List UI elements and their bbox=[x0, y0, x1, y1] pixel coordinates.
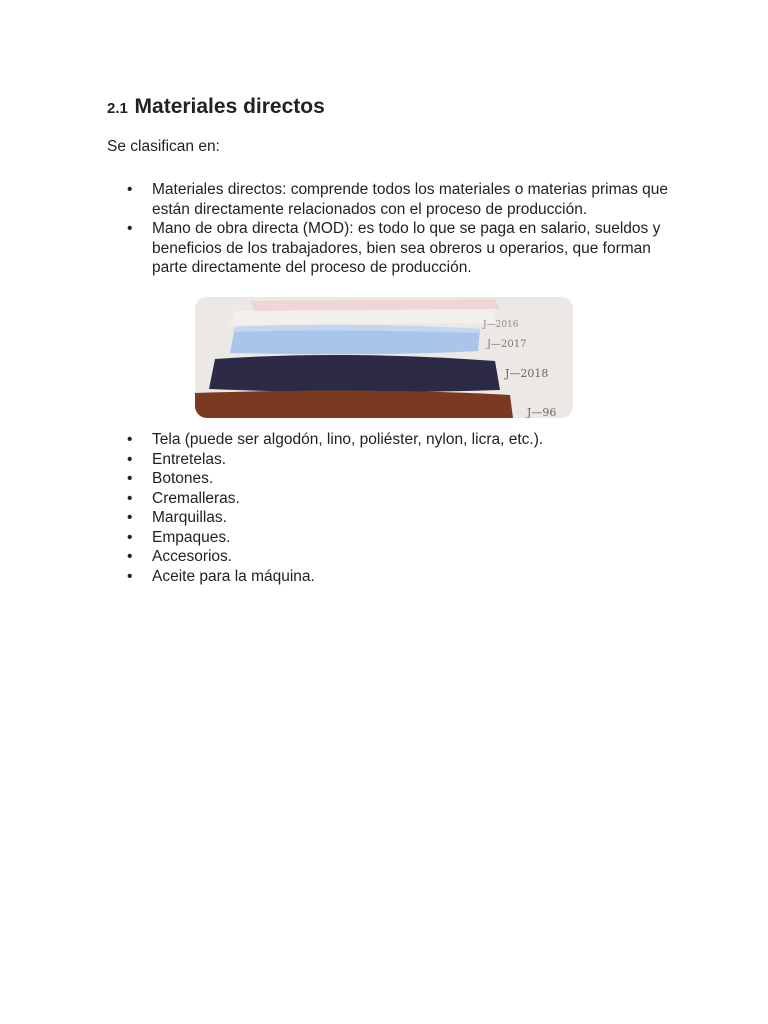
section-number: 2.1 bbox=[107, 100, 128, 117]
tag-label-96: J—96 bbox=[527, 406, 557, 418]
list-item-text: Tela (puede ser algodón, lino, poliéster, nylon, licra, etc.). bbox=[152, 431, 544, 448]
intro-text: Se clasifican en: bbox=[107, 138, 220, 155]
section-heading bbox=[107, 92, 325, 120]
brown-fabric-swatch bbox=[195, 391, 513, 418]
list-item bbox=[0, 567, 672, 587]
list-item-text: Mano de obra directa (MOD): es todo lo que se paga en salario, sueldos y beneficios de los trabajadores, bien sea obreros u operarios, que forman parte directamente del proceso de producción. bbox=[152, 220, 661, 276]
list-item bbox=[0, 180, 672, 219]
list-item bbox=[0, 469, 672, 489]
definitions-list bbox=[0, 180, 672, 278]
bullet-icon: • bbox=[127, 450, 133, 468]
materials-list bbox=[0, 430, 672, 586]
list-item bbox=[0, 219, 672, 278]
list-item bbox=[0, 547, 672, 567]
section-title: Materiales directos bbox=[134, 95, 325, 118]
bullet-icon: • bbox=[127, 220, 133, 237]
list-item bbox=[0, 430, 672, 450]
bullet-icon: • bbox=[127, 489, 133, 507]
bullet-icon: • bbox=[127, 509, 133, 526]
list-item-text: Botones. bbox=[152, 470, 214, 487]
list-item-text: Cremalleras. bbox=[152, 489, 240, 507]
list-item-text: Empaques. bbox=[152, 528, 231, 546]
list-item-text: Aceite para la máquina. bbox=[152, 567, 315, 585]
tag-label-2018: J—2018 bbox=[505, 367, 549, 380]
list-item bbox=[0, 489, 672, 509]
list-item-text: Accesorios. bbox=[152, 548, 233, 565]
list-item bbox=[0, 450, 672, 470]
bullet-icon: • bbox=[127, 528, 133, 546]
list-item-text: Materiales directos: comprende todos los materiales o materias primas que están directamente relacionados con el proceso de producción. bbox=[152, 181, 669, 218]
list-item-text: Entretelas. bbox=[152, 450, 227, 468]
bullet-icon: • bbox=[127, 181, 133, 198]
list-item bbox=[0, 528, 672, 548]
list-item bbox=[0, 508, 672, 528]
tag-label-2017: J—2017 bbox=[487, 339, 527, 350]
bullet-icon: • bbox=[127, 548, 133, 565]
fabric-swatches-image bbox=[195, 297, 573, 418]
fabric-swatches-graphic bbox=[195, 297, 573, 418]
bullet-icon: • bbox=[127, 567, 133, 585]
navy-fabric-swatch bbox=[209, 355, 500, 392]
list-item-text: Marquillas. bbox=[152, 509, 227, 526]
tag-label-2016: J—2016 bbox=[483, 320, 519, 330]
bullet-icon: • bbox=[127, 470, 133, 487]
bullet-icon: • bbox=[127, 431, 133, 448]
